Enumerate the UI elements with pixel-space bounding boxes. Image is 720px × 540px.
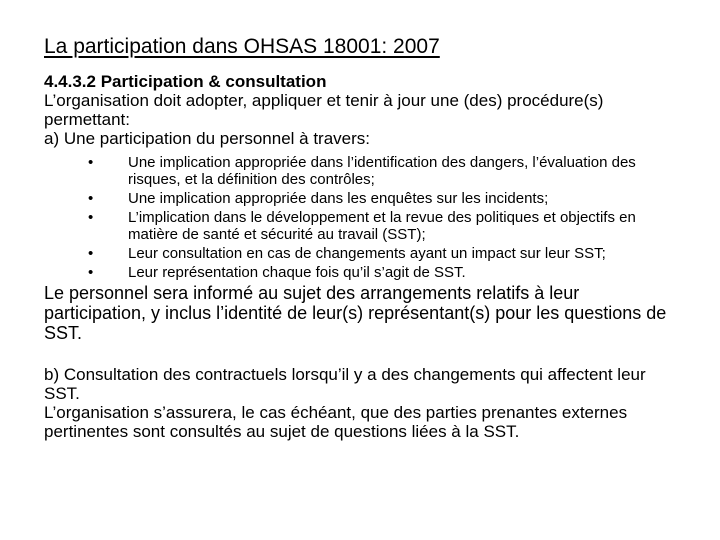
slide-title: La participation dans OHSAS 18001: 2007 <box>44 35 440 58</box>
list-item <box>44 154 684 188</box>
informed-paragraph: Le personnel sera informé au sujet des arrangements relatifs à leur participation, y inclus l’identité de leur(s) représentant(s) pour les questions de SST. <box>44 283 667 343</box>
bullet-icon: • <box>88 209 94 226</box>
list-item <box>44 245 684 262</box>
bullet-text: Une implication appropriée dans les enquêtes sur les incidents; <box>128 190 549 207</box>
slide-body <box>44 72 684 441</box>
bullet-icon: • <box>88 245 94 262</box>
bullet-text: Leur consultation en cas de changements ayant un impact sur leur SST; <box>128 245 606 262</box>
list-item <box>44 190 684 207</box>
point-a: a) Une participation du personnel à travers: <box>44 129 371 148</box>
bullet-icon: • <box>88 190 94 207</box>
point-b: b) Consultation des contractuels lorsqu’il y a des changements qui affectent leur SST. <box>44 365 646 403</box>
bullet-text: Une implication appropriée dans l’identification des dangers, l’évaluation des risques, et la définition des contrôles; <box>128 154 636 188</box>
final-paragraph: L’organisation s’assurera, le cas échéant, que des parties prenantes externes pertinentes sont consultés au sujet de questions liées à la SST. <box>44 403 628 441</box>
bullet-text: Leur représentation chaque fois qu’il s’agit de SST. <box>128 264 466 281</box>
bullet-text: L’implication dans le développement et la revue des politiques et objectifs en matière de santé et sécurité au travail (SST); <box>128 209 636 243</box>
bullet-list <box>44 154 684 281</box>
bullet-icon: • <box>88 154 94 171</box>
list-item <box>44 209 684 243</box>
list-item <box>44 264 684 281</box>
bullet-icon: • <box>88 264 94 281</box>
spacer <box>44 343 684 365</box>
intro-paragraph: L’organisation doit adopter, appliquer et tenir à jour une (des) procédure(s) permettant: <box>44 91 604 129</box>
section-heading: 4.4.3.2 Participation & consultation <box>44 72 327 91</box>
